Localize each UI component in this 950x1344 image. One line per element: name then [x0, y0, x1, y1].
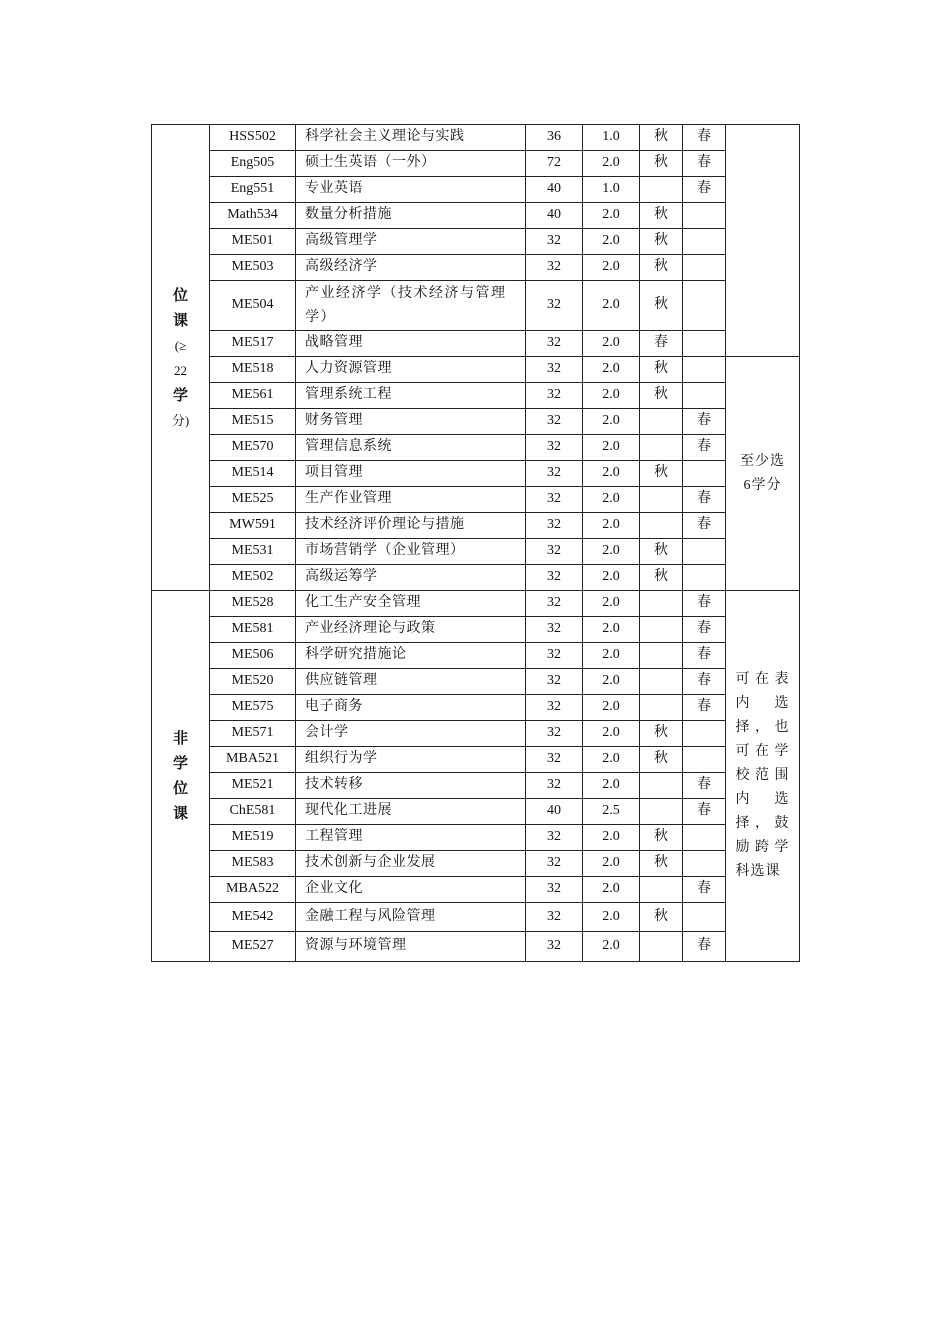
course-credits: 2.0 — [583, 877, 640, 903]
table-row — [152, 799, 800, 825]
course-hours: 32 — [526, 487, 583, 513]
course-code: ME542 — [210, 903, 296, 932]
semester-spring: 春 — [683, 773, 726, 799]
course-hours: 32 — [526, 903, 583, 932]
course-name: 项目管理 — [296, 461, 526, 487]
semester-spring — [683, 255, 726, 281]
course-name: 生产作业管理 — [296, 487, 526, 513]
table-row — [152, 487, 800, 513]
semester-spring: 春 — [683, 932, 726, 962]
course-hours: 32 — [526, 617, 583, 643]
table-row — [152, 255, 800, 281]
course-name: 高级运筹学 — [296, 565, 526, 591]
course-credits: 2.0 — [583, 773, 640, 799]
table-row — [152, 877, 800, 903]
course-code: Math534 — [210, 203, 296, 229]
course-credits: 2.0 — [583, 565, 640, 591]
course-name: 市场营销学（企业管理） — [296, 539, 526, 565]
course-name: 高级管理学 — [296, 229, 526, 255]
course-code: ME517 — [210, 331, 296, 357]
course-code: ME520 — [210, 669, 296, 695]
course-name: 人力资源管理 — [296, 357, 526, 383]
course-table — [151, 124, 800, 962]
table-row — [152, 203, 800, 229]
course-name: 战略管理 — [296, 331, 526, 357]
table-row — [152, 591, 800, 617]
course-hours: 32 — [526, 643, 583, 669]
course-credits: 2.0 — [583, 151, 640, 177]
semester-autumn: 秋 — [640, 747, 683, 773]
course-credits: 2.0 — [583, 539, 640, 565]
semester-spring: 春 — [683, 643, 726, 669]
semester-spring: 春 — [683, 409, 726, 435]
note-cell-required — [726, 125, 800, 357]
course-code: Eng551 — [210, 177, 296, 203]
course-credits: 1.0 — [583, 177, 640, 203]
category-label-line: 课 — [172, 310, 188, 329]
course-code: ChE581 — [210, 799, 296, 825]
category-label-line: (≥ — [174, 337, 187, 353]
course-name: 数量分析措施 — [296, 203, 526, 229]
semester-autumn — [640, 799, 683, 825]
semester-autumn: 秋 — [640, 281, 683, 331]
course-credits: 2.0 — [583, 513, 640, 539]
semester-spring: 春 — [683, 513, 726, 539]
semester-spring: 春 — [683, 487, 726, 513]
table-row — [152, 903, 800, 932]
course-credits: 2.0 — [583, 435, 640, 461]
course-name: 会计学 — [296, 721, 526, 747]
course-credits: 2.0 — [583, 203, 640, 229]
table-body — [152, 125, 800, 962]
course-hours: 32 — [526, 591, 583, 617]
course-credits: 2.0 — [583, 255, 640, 281]
table-row — [152, 539, 800, 565]
course-name: 组织行为学 — [296, 747, 526, 773]
category-label-line: 非 — [172, 729, 188, 747]
semester-autumn — [640, 643, 683, 669]
semester-autumn — [640, 177, 683, 203]
course-hours: 40 — [526, 799, 583, 825]
course-credits: 2.0 — [583, 229, 640, 255]
semester-spring: 春 — [683, 695, 726, 721]
semester-spring — [683, 565, 726, 591]
course-hours: 32 — [526, 539, 583, 565]
semester-spring — [683, 721, 726, 747]
course-code: ME519 — [210, 825, 296, 851]
course-name: 供应链管理 — [296, 669, 526, 695]
table-row — [152, 513, 800, 539]
semester-autumn — [640, 669, 683, 695]
course-code: ME501 — [210, 229, 296, 255]
semester-autumn — [640, 773, 683, 799]
course-credits: 2.0 — [583, 643, 640, 669]
course-code: ME503 — [210, 255, 296, 281]
semester-spring: 春 — [683, 125, 726, 151]
semester-autumn: 秋 — [640, 203, 683, 229]
course-name: 化工生产安全管理 — [296, 591, 526, 617]
course-credits: 2.0 — [583, 591, 640, 617]
course-name: 硕士生英语（一外） — [296, 151, 526, 177]
course-credits: 2.0 — [583, 825, 640, 851]
note-text: 可在表内选择，也可在学校范围内选择，鼓励跨学科选课 — [735, 672, 790, 879]
course-hours: 32 — [526, 747, 583, 773]
course-code: ME518 — [210, 357, 296, 383]
course-credits: 2.0 — [583, 383, 640, 409]
course-code: ME528 — [210, 591, 296, 617]
course-credits: 2.0 — [583, 331, 640, 357]
course-name: 工程管理 — [296, 825, 526, 851]
course-hours: 32 — [526, 695, 583, 721]
table-row — [152, 331, 800, 357]
note-cell-nondegree — [726, 591, 800, 962]
course-hours: 32 — [526, 565, 583, 591]
table-row — [152, 229, 800, 255]
category-label-line: 学 — [172, 385, 188, 404]
course-name: 技术创新与企业发展 — [296, 851, 526, 877]
semester-spring: 春 — [683, 799, 726, 825]
semester-autumn: 秋 — [640, 903, 683, 932]
course-code: ME575 — [210, 695, 296, 721]
course-hours: 32 — [526, 357, 583, 383]
semester-autumn — [640, 435, 683, 461]
semester-autumn — [640, 409, 683, 435]
semester-spring — [683, 851, 726, 877]
category-label-line: 分) — [171, 412, 190, 428]
course-hours: 40 — [526, 177, 583, 203]
course-code: MBA522 — [210, 877, 296, 903]
category-label-line: 位 — [172, 779, 188, 797]
semester-spring — [683, 825, 726, 851]
table-row — [152, 617, 800, 643]
category-cell — [152, 125, 210, 591]
course-hours: 40 — [526, 203, 583, 229]
course-hours: 32 — [526, 721, 583, 747]
course-credits: 2.0 — [583, 461, 640, 487]
course-hours: 32 — [526, 383, 583, 409]
course-hours: 32 — [526, 409, 583, 435]
course-name: 技术经济评价理论与措施 — [296, 513, 526, 539]
course-code: ME561 — [210, 383, 296, 409]
semester-autumn: 秋 — [640, 721, 683, 747]
semester-autumn: 秋 — [640, 383, 683, 409]
course-credits: 2.0 — [583, 747, 640, 773]
course-code: ME504 — [210, 281, 296, 331]
course-name: 财务管理 — [296, 409, 526, 435]
semester-spring — [683, 539, 726, 565]
course-credits: 2.0 — [583, 721, 640, 747]
table-row — [152, 409, 800, 435]
course-code: Eng505 — [210, 151, 296, 177]
semester-autumn: 秋 — [640, 565, 683, 591]
table-row — [152, 669, 800, 695]
semester-spring — [683, 229, 726, 255]
course-name: 高级经济学 — [296, 255, 526, 281]
table-row — [152, 565, 800, 591]
course-hours: 32 — [526, 461, 583, 487]
semester-spring — [683, 281, 726, 331]
table-row — [152, 357, 800, 383]
course-name: 专业英语 — [296, 177, 526, 203]
table-row — [152, 643, 800, 669]
semester-spring — [683, 203, 726, 229]
category-label-line: 位 — [172, 285, 188, 304]
course-code: HSS502 — [210, 125, 296, 151]
table-row — [152, 281, 800, 331]
table-row — [152, 461, 800, 487]
category-cell — [152, 591, 210, 962]
note-text: 至少选 6学分 — [740, 453, 785, 493]
course-code: ME525 — [210, 487, 296, 513]
semester-autumn: 秋 — [640, 151, 683, 177]
semester-autumn: 秋 — [640, 539, 683, 565]
course-code: ME506 — [210, 643, 296, 669]
course-credits: 2.0 — [583, 695, 640, 721]
course-code: ME583 — [210, 851, 296, 877]
semester-autumn — [640, 487, 683, 513]
semester-autumn: 秋 — [640, 357, 683, 383]
course-code: MW591 — [210, 513, 296, 539]
category-label-line: 22 — [174, 362, 187, 378]
table-row — [152, 695, 800, 721]
table-row — [152, 851, 800, 877]
course-code: MBA521 — [210, 747, 296, 773]
course-credits: 2.0 — [583, 281, 640, 331]
semester-spring: 春 — [683, 591, 726, 617]
course-code: ME531 — [210, 539, 296, 565]
course-name: 电子商务 — [296, 695, 526, 721]
course-code: ME515 — [210, 409, 296, 435]
course-name: 产业经济学（技术经济与管理学） — [296, 281, 526, 331]
course-code: ME502 — [210, 565, 296, 591]
course-name: 技术转移 — [296, 773, 526, 799]
course-hours: 32 — [526, 513, 583, 539]
course-credits: 2.0 — [583, 851, 640, 877]
course-name: 资源与环境管理 — [296, 932, 526, 962]
semester-spring: 春 — [683, 877, 726, 903]
course-credits: 2.0 — [583, 617, 640, 643]
semester-spring — [683, 747, 726, 773]
course-hours: 32 — [526, 281, 583, 331]
course-code: ME581 — [210, 617, 296, 643]
course-hours: 32 — [526, 669, 583, 695]
table-row — [152, 773, 800, 799]
course-code: ME527 — [210, 932, 296, 962]
course-hours: 72 — [526, 151, 583, 177]
course-hours: 32 — [526, 825, 583, 851]
table-row — [152, 932, 800, 962]
semester-spring — [683, 903, 726, 932]
course-hours: 32 — [526, 255, 583, 281]
semester-spring: 春 — [683, 669, 726, 695]
semester-autumn: 秋 — [640, 825, 683, 851]
course-name: 科学研究措施论 — [296, 643, 526, 669]
semester-autumn: 秋 — [640, 125, 683, 151]
semester-autumn — [640, 617, 683, 643]
semester-spring — [683, 357, 726, 383]
course-name: 金融工程与风险管理 — [296, 903, 526, 932]
semester-autumn — [640, 877, 683, 903]
table-row — [152, 383, 800, 409]
semester-autumn — [640, 932, 683, 962]
course-code: ME514 — [210, 461, 296, 487]
table-row — [152, 177, 800, 203]
course-credits: 2.0 — [583, 903, 640, 932]
course-credits: 2.5 — [583, 799, 640, 825]
course-hours: 32 — [526, 331, 583, 357]
table-row — [152, 721, 800, 747]
course-credits: 2.0 — [583, 357, 640, 383]
course-name: 管理信息系统 — [296, 435, 526, 461]
semester-spring — [683, 461, 726, 487]
course-name: 企业文化 — [296, 877, 526, 903]
semester-autumn: 秋 — [640, 255, 683, 281]
course-credits: 2.0 — [583, 487, 640, 513]
course-code: ME570 — [210, 435, 296, 461]
semester-spring: 春 — [683, 151, 726, 177]
course-code: ME571 — [210, 721, 296, 747]
course-hours: 32 — [526, 851, 583, 877]
semester-autumn: 秋 — [640, 461, 683, 487]
note-cell-elective — [726, 357, 800, 591]
semester-spring: 春 — [683, 435, 726, 461]
course-hours: 36 — [526, 125, 583, 151]
category-label-line: 学 — [172, 754, 188, 772]
table-row — [152, 435, 800, 461]
semester-spring — [683, 383, 726, 409]
category-label-line: 课 — [172, 804, 188, 822]
course-credits: 2.0 — [583, 409, 640, 435]
course-credits: 1.0 — [583, 125, 640, 151]
semester-autumn — [640, 695, 683, 721]
semester-autumn — [640, 513, 683, 539]
course-code: ME521 — [210, 773, 296, 799]
course-name: 管理系统工程 — [296, 383, 526, 409]
table-row — [152, 747, 800, 773]
course-hours: 32 — [526, 229, 583, 255]
semester-spring — [683, 331, 726, 357]
course-name: 科学社会主义理论与实践 — [296, 125, 526, 151]
course-hours: 32 — [526, 932, 583, 962]
course-name: 产业经济理论与政策 — [296, 617, 526, 643]
semester-autumn: 秋 — [640, 229, 683, 255]
course-credits: 2.0 — [583, 932, 640, 962]
semester-autumn: 秋 — [640, 851, 683, 877]
course-credits: 2.0 — [583, 669, 640, 695]
semester-spring: 春 — [683, 177, 726, 203]
course-hours: 32 — [526, 435, 583, 461]
course-name: 现代化工进展 — [296, 799, 526, 825]
semester-autumn — [640, 591, 683, 617]
table-row — [152, 825, 800, 851]
semester-spring: 春 — [683, 617, 726, 643]
course-hours: 32 — [526, 773, 583, 799]
semester-autumn: 春 — [640, 331, 683, 357]
table-row — [152, 125, 800, 151]
course-hours: 32 — [526, 877, 583, 903]
table-row — [152, 151, 800, 177]
